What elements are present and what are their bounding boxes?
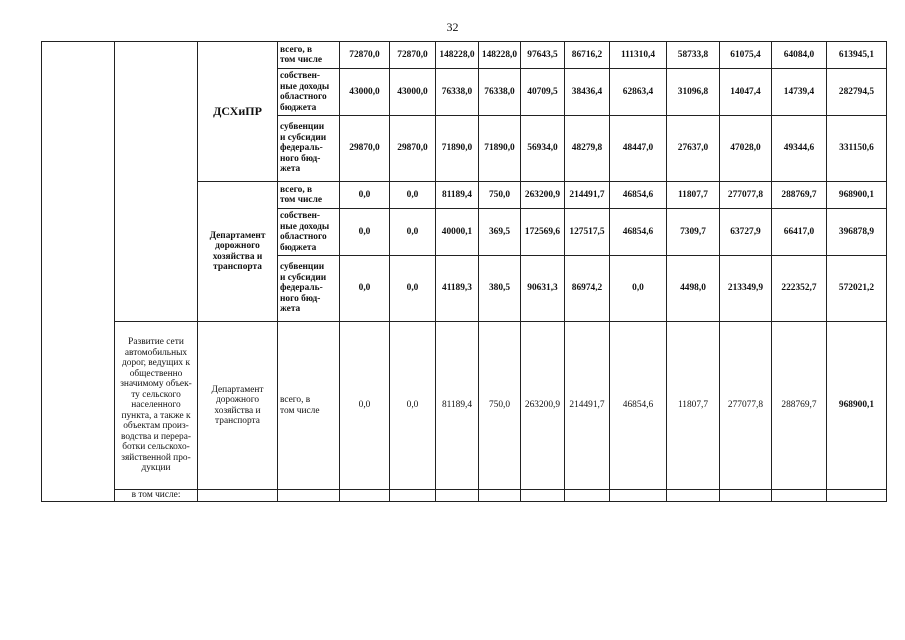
organization-cell: Департамент дорожного хозяйства и транспорта (198, 182, 278, 322)
value-cell: 0,0 (390, 182, 436, 209)
value-cell: 0,0 (340, 209, 390, 256)
value-cell: 61075,4 (720, 42, 772, 69)
value-cell: 0,0 (610, 256, 667, 322)
value-cell: 38436,4 (565, 69, 610, 116)
value-cell: 86974,2 (565, 256, 610, 322)
funding-source-label: собствен- ные доходы областного бюджета (278, 209, 340, 256)
value-cell: 148228,0 (436, 42, 479, 69)
value-cell: 213349,9 (720, 256, 772, 322)
left-margin-cell (42, 42, 115, 502)
measure-row (42, 322, 887, 490)
value-cell: 572021,2 (827, 256, 887, 322)
value-cell: 7309,7 (667, 209, 720, 256)
value-cell: 282794,5 (827, 69, 887, 116)
value-cell: 71890,0 (436, 116, 479, 182)
value-cell: 172569,6 (521, 209, 565, 256)
value-cell: 263200,9 (521, 182, 565, 209)
value-cell: 0,0 (390, 209, 436, 256)
value-cell: 90631,3 (521, 256, 565, 322)
value-cell: 127517,5 (565, 209, 610, 256)
value-cell: 43000,0 (340, 69, 390, 116)
value-cell: 277077,8 (720, 182, 772, 209)
value-cell: 214491,7 (565, 182, 610, 209)
value-cell: 613945,1 (827, 42, 887, 69)
value-cell: 0,0 (340, 182, 390, 209)
value-cell: 81189,4 (436, 182, 479, 209)
empty-cell (278, 490, 340, 502)
value-cell: 750,0 (479, 182, 521, 209)
value-cell: 66417,0 (772, 209, 827, 256)
value-cell: 369,5 (479, 209, 521, 256)
empty-cell (198, 490, 278, 502)
empty-cell (720, 490, 772, 502)
value-cell: 40709,5 (521, 69, 565, 116)
footer-label: в том числе: (115, 490, 198, 502)
value-cell: 288769,7 (772, 322, 827, 490)
value-cell: 750,0 (479, 322, 521, 490)
value-cell: 97643,5 (521, 42, 565, 69)
value-cell: 46854,6 (610, 322, 667, 490)
value-cell: 222352,7 (772, 256, 827, 322)
value-cell: 47028,0 (720, 116, 772, 182)
value-cell: 64084,0 (772, 42, 827, 69)
value-cell: 27637,0 (667, 116, 720, 182)
value-cell: 263200,9 (521, 322, 565, 490)
value-cell: 71890,0 (479, 116, 521, 182)
empty-cell (565, 490, 610, 502)
empty-cell (479, 490, 521, 502)
value-cell: 29870,0 (340, 116, 390, 182)
empty-cell (667, 490, 720, 502)
value-cell: 331150,6 (827, 116, 887, 182)
funding-source-label: субвенции и субсидии федераль- ного бюд- жета (278, 116, 340, 182)
value-cell: 63727,9 (720, 209, 772, 256)
value-cell: 40000,1 (436, 209, 479, 256)
empty-cell (436, 490, 479, 502)
funding-source-label: всего, в том числе (278, 322, 340, 490)
empty-cell (340, 490, 390, 502)
empty-cell (390, 490, 436, 502)
funding-source-label: всего, в том числе (278, 182, 340, 209)
value-cell: 14739,4 (772, 69, 827, 116)
measure-description: Развитие сети автомобильных дорог, ведущих к общественно значимому объек- ту сельского населенного пункта, а также к объектам произ- водства и перера- ботки сельскохо- зяйственной про- дукции (115, 322, 198, 490)
value-cell: 214491,7 (565, 322, 610, 490)
value-cell: 396878,9 (827, 209, 887, 256)
value-cell: 148228,0 (479, 42, 521, 69)
value-cell: 49344,6 (772, 116, 827, 182)
value-cell: 0,0 (340, 256, 390, 322)
value-cell: 968900,1 (827, 182, 887, 209)
empty-cell (521, 490, 565, 502)
budget-table (41, 41, 887, 502)
value-cell: 76338,0 (436, 69, 479, 116)
empty-cell (827, 490, 887, 502)
empty-cell (610, 490, 667, 502)
value-cell: 41189,3 (436, 256, 479, 322)
value-cell: 43000,0 (390, 69, 436, 116)
value-cell: 380,5 (479, 256, 521, 322)
funding-source-label: субвенции и субсидии федераль- ного бюд- жета (278, 256, 340, 322)
funding-source-label: собствен- ные доходы областного бюджета (278, 69, 340, 116)
page-number: 32 (446, 20, 459, 34)
value-cell: 86716,2 (565, 42, 610, 69)
measure-name-cell (115, 42, 198, 322)
organization-cell: Департамент дорожного хозяйства и транспорта (198, 322, 278, 490)
value-cell: 58733,8 (667, 42, 720, 69)
value-cell: 11807,7 (667, 322, 720, 490)
funding-source-label: всего, в том числе (278, 42, 340, 69)
value-cell: 48447,0 (610, 116, 667, 182)
value-cell: 46854,6 (610, 182, 667, 209)
value-cell: 31096,8 (667, 69, 720, 116)
value-cell: 14047,4 (720, 69, 772, 116)
value-cell: 72870,0 (340, 42, 390, 69)
table-body (42, 42, 887, 502)
value-cell: 48279,8 (565, 116, 610, 182)
value-cell: 29870,0 (390, 116, 436, 182)
value-cell: 4498,0 (667, 256, 720, 322)
empty-cell (772, 490, 827, 502)
value-cell: 46854,6 (610, 209, 667, 256)
table-row (42, 42, 887, 69)
value-cell: 0,0 (390, 256, 436, 322)
value-cell: 72870,0 (390, 42, 436, 69)
footer-row (42, 490, 887, 502)
value-cell: 56934,0 (521, 116, 565, 182)
value-cell: 76338,0 (479, 69, 521, 116)
value-cell: 111310,4 (610, 42, 667, 69)
organization-cell: ДСХиПР (198, 42, 278, 182)
value-cell: 968900,1 (827, 322, 887, 490)
value-cell: 81189,4 (436, 322, 479, 490)
value-cell: 0,0 (390, 322, 436, 490)
value-cell: 62863,4 (610, 69, 667, 116)
value-cell: 11807,7 (667, 182, 720, 209)
value-cell: 288769,7 (772, 182, 827, 209)
value-cell: 0,0 (340, 322, 390, 490)
value-cell: 277077,8 (720, 322, 772, 490)
